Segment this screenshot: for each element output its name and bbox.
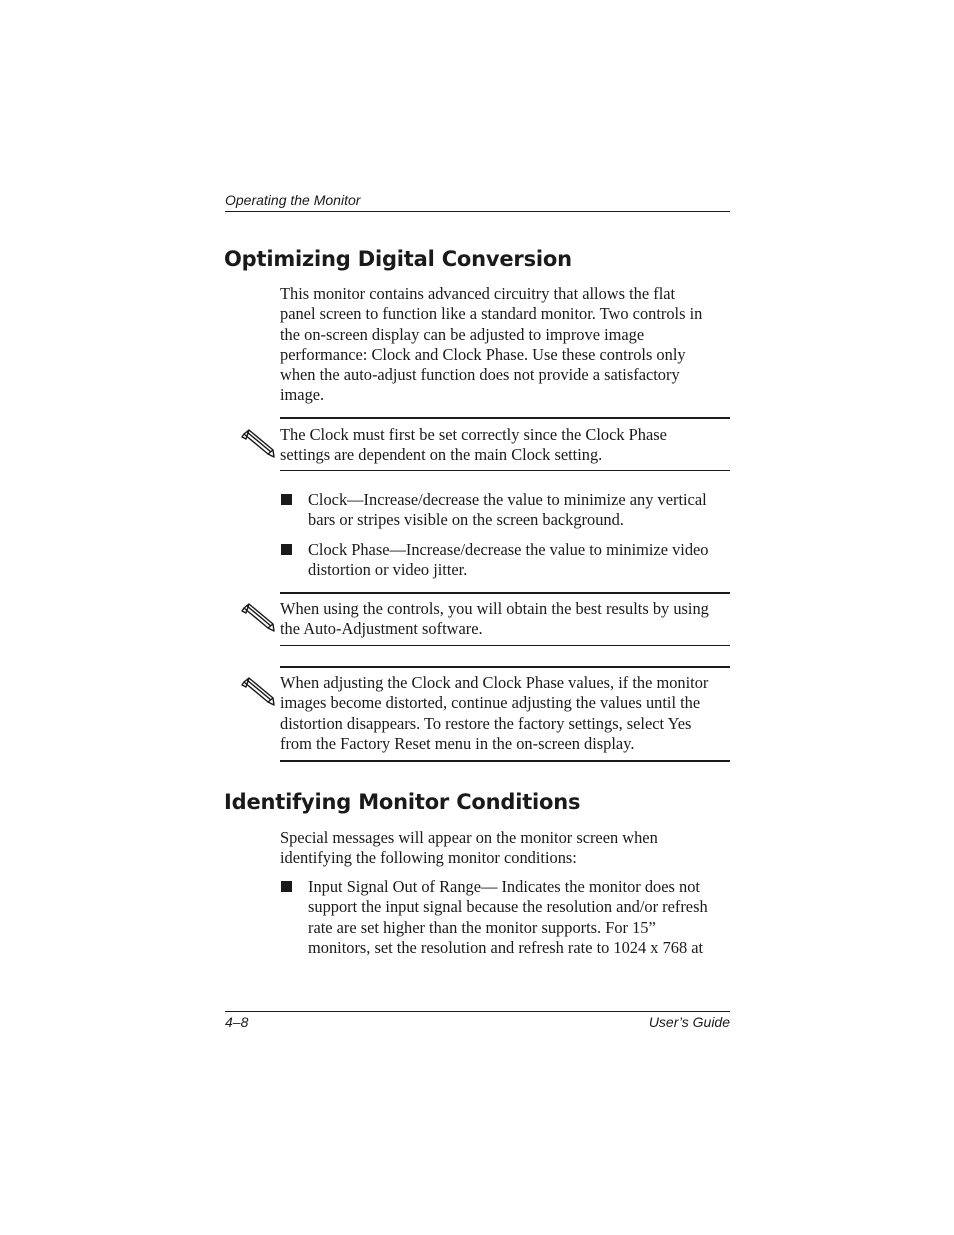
text-line: the on-screen display can be adjusted to improve image (280, 324, 645, 344)
intro-paragraph (280, 284, 732, 406)
text-line: when the auto-adjust function does not provide a satisfactory (280, 365, 680, 385)
text-line: performance: Clock and Clock Phase. Use these controls only (280, 344, 686, 364)
footer-guide-title: User’s Guide (648, 1014, 730, 1030)
text-line: monitors, set the resolution and refresh rate to 1024 x 768 at (308, 937, 704, 957)
section-heading-identifying: Identifying Monitor Conditions (224, 790, 581, 814)
text-line: identifying the following monitor conditions: (280, 848, 577, 868)
text-line: images become distorted, continue adjusting the values until the (280, 693, 701, 713)
pencil-icon (240, 602, 276, 634)
text-line: This monitor contains advanced circuitry that allows the flat (280, 284, 676, 303)
text-line: bars or stripes visible on the screen background. (308, 510, 624, 530)
note-text (280, 599, 732, 640)
note-top-rule (280, 666, 730, 668)
text-line: Input Signal Out of Range— Indicates the monitor does not (308, 877, 700, 896)
text-line: Special messages will appear on the monitor screen when (280, 828, 658, 847)
pencil-icon (240, 428, 276, 460)
intro-paragraph (280, 828, 732, 869)
text-line: rate are set higher than the monitor supports. For 15” (308, 917, 656, 937)
bullet-marker (281, 544, 292, 555)
note-bottom-rule (280, 760, 730, 762)
footer-rule (225, 1011, 730, 1012)
text-line: panel screen to function like a standard monitor. Two controls in (280, 304, 703, 324)
text-line: When using the controls, you will obtain the best results by using (280, 599, 709, 618)
note-text (280, 425, 732, 466)
text-line: settings are dependent on the main Clock setting. (280, 445, 603, 465)
section-heading-optimizing: Optimizing Digital Conversion (224, 247, 572, 271)
running-header: Operating the Monitor (225, 192, 361, 208)
note-top-rule (280, 592, 730, 594)
bullet-item-clock-phase (308, 540, 732, 581)
text-line: The Clock must first be set correctly since the Clock Phase (280, 425, 667, 444)
note-bottom-rule (280, 470, 730, 471)
header-rule (225, 211, 730, 212)
pencil-icon (240, 676, 276, 708)
note-top-rule (280, 417, 730, 419)
text-line: distortion or video jitter. (308, 560, 468, 580)
text-line: image. (280, 385, 325, 405)
text-line: the Auto-Adjustment software. (280, 619, 483, 639)
text-line: distortion disappears. To restore the factory settings, select Yes (280, 713, 692, 733)
bullet-item-input-signal (308, 877, 732, 958)
bullet-marker (281, 881, 292, 892)
bullet-marker (281, 494, 292, 505)
text-line: Clock Phase—Increase/decrease the value to minimize video (308, 540, 709, 559)
note-text (280, 673, 732, 754)
bullet-item-clock (308, 490, 732, 531)
page-number: 4–8 (225, 1014, 249, 1030)
note-bottom-rule (280, 645, 730, 646)
text-line: from the Factory Reset menu in the on-screen display. (280, 733, 635, 753)
text-line: Clock—Increase/decrease the value to minimize any vertical (308, 490, 707, 509)
text-line: When adjusting the Clock and Clock Phase values, if the monitor (280, 673, 709, 692)
text-line: support the input signal because the resolution and/or refresh (308, 897, 708, 917)
